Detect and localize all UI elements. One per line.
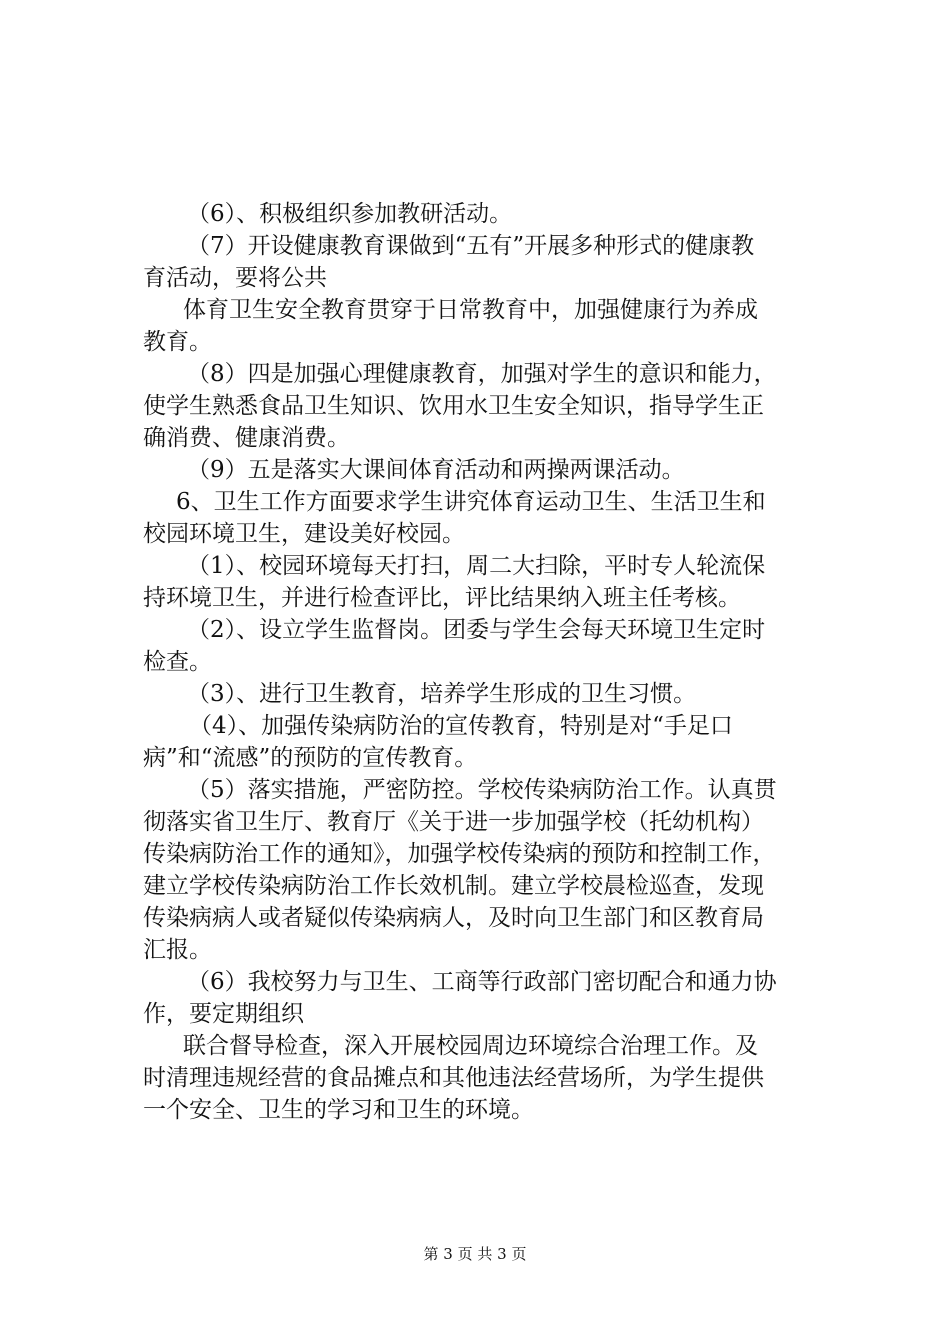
text-line: （1）、校园环境每天打扫，周二大扫除，平时专人轮流保: [187, 553, 766, 579]
page-footer: 第 3 页 共 3 页: [423, 1245, 527, 1263]
text-line: 使学生熟悉食品卫生知识、饮用水卫生安全知识，指导学生正: [143, 393, 764, 419]
text-line: （3）、进行卫生教育，培养学生形成的卫生习惯。: [187, 681, 697, 707]
text-line: 联合督导检查，深入开展校园周边环境综合治理工作。及: [183, 1033, 758, 1059]
text-line: （8）四是加强心理健康教育，加强对学生的意识和能力，: [187, 361, 777, 387]
text-line: 传染病防治工作的通知》，加强学校传染病的预防和控制工作，: [143, 841, 776, 867]
text-line: 彻落实省卫生厅、教育厅《关于进一步加强学校（托幼机构）: [143, 809, 764, 835]
text-line: 育活动，要将公共: [143, 265, 327, 291]
text-line: 体育卫生安全教育贯穿于日常教育中，加强健康行为养成: [183, 297, 758, 323]
text-line: 持环境卫生，并进行检查评比，评比结果纳入班主任考核。: [143, 585, 741, 611]
text-line: 传染病病人或者疑似传染病病人，及时向卫生部门和区教育局: [143, 905, 764, 931]
document-body: [143, 198, 843, 1126]
text-line: 一个安全、卫生的学习和卫生的环境。: [143, 1097, 534, 1123]
text-line: （6）我校努力与卫生、工商等行政部门密切配合和通力协: [187, 969, 777, 995]
text-line: （2）、设立学生监督岗。团委与学生会每天环境卫生定时: [187, 617, 766, 643]
text-line: 检查。: [143, 649, 212, 675]
text-line: 作，要定期组织: [143, 1001, 304, 1027]
text-line: 汇报。: [143, 937, 212, 963]
text-line: （9）五是落实大课间体育活动和两操两课活动。: [187, 457, 685, 483]
text-line: 病”和“流感”的预防的宣传教育。: [143, 745, 478, 771]
text-line: （7）开设健康教育课做到“五有”开展多种形式的健康教: [187, 233, 755, 259]
text-line: （5）落实措施，严密防控。学校传染病防治工作。认真贯: [187, 777, 777, 803]
text-line: 校园环境卫生，建设美好校园。: [143, 521, 465, 547]
text-line: 6、卫生工作方面要求学生讲究体育运动卫生、生活卫生和: [176, 489, 766, 515]
text-line: 时清理违规经营的食品摊点和其他违法经营场所，为学生提供: [143, 1065, 764, 1091]
text-line: 确消费、健康消费。: [143, 425, 350, 451]
text-line: 建立学校传染病防治工作长效机制。建立学校晨检巡查，发现: [143, 873, 764, 899]
text-line: （4）、加强传染病防治的宣传教育，特别是对“手足口: [189, 713, 733, 739]
text-line: 教育。: [143, 329, 212, 355]
text-line: （6）、积极组织参加教研活动。: [187, 201, 513, 227]
